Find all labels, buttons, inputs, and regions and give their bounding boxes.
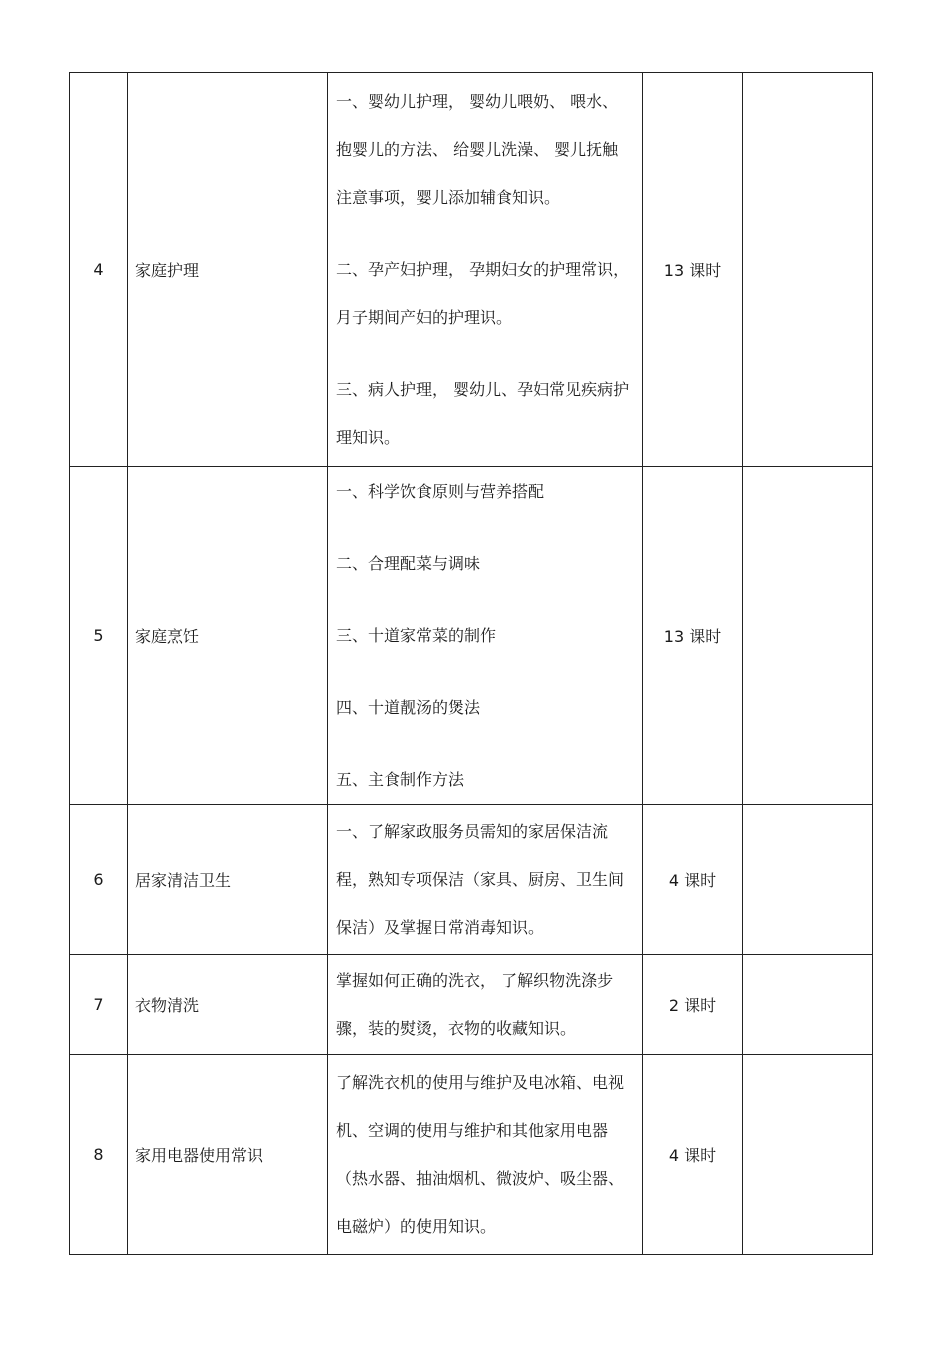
content-paragraph: 了解洗衣机的使用与维护及电冰箱、电视机、空调的使用与维护和其他家用电器（热水器、抽油烟机、微波炉、吸尘器、电磁炉）的使用知识。 [336, 1072, 625, 1236]
content-item: 五、主食制作方法 [336, 769, 465, 789]
content-paragraph: 掌握如何正确的洗衣， 了解织物洗涤步骤，装的熨烫，衣物的收藏知识。 [336, 970, 614, 1038]
module-name: 家庭护理 [128, 73, 328, 467]
remarks-cell [743, 467, 873, 805]
table-row [70, 955, 873, 1055]
module-name: 家用电器使用常识 [128, 1055, 328, 1255]
remarks-cell [743, 73, 873, 467]
class-hours: 4 课时 [643, 805, 743, 955]
module-name: 家庭烹饪 [128, 467, 328, 805]
class-hours: 4 课时 [643, 1055, 743, 1255]
content-item: 四、十道靓汤的煲法 [336, 697, 481, 717]
remarks-cell [743, 1055, 873, 1255]
module-content [328, 955, 643, 1055]
table-row [70, 467, 873, 805]
module-content [328, 73, 643, 467]
table-row [70, 805, 873, 955]
remarks-cell [743, 805, 873, 955]
class-hours: 13 课时 [643, 73, 743, 467]
module-name: 居家清洁卫生 [128, 805, 328, 955]
row-number: 6 [70, 805, 128, 955]
row-number: 7 [70, 955, 128, 1055]
content-item: 一、科学饮食原则与营养搭配 [336, 481, 545, 501]
remarks-cell [743, 955, 873, 1055]
module-content [328, 1055, 643, 1255]
row-number: 5 [70, 467, 128, 805]
content-paragraph: 三、病人护理， 婴幼儿、孕妇常见疾病护理知识。 [336, 379, 630, 447]
content-item: 三、十道家常菜的制作 [336, 625, 497, 645]
curriculum-table [69, 72, 873, 1255]
module-name: 衣物清洗 [128, 955, 328, 1055]
class-hours: 13 课时 [643, 467, 743, 805]
content-paragraph: 二、孕产妇护理， 孕期妇女的护理常识，月子期间产妇的护理识。 [336, 259, 630, 327]
module-content [328, 805, 643, 955]
content-paragraph: 一、婴幼儿护理， 婴幼儿喂奶、 喂水、抱婴儿的方法、 给婴儿洗澡、 婴儿抚触注意事项，婴儿添加辅食知识。 [336, 91, 619, 207]
content-paragraph: 一、了解家政服务员需知的家居保洁流程，熟知专项保洁（家具、厨房、卫生间保洁）及掌握日常消毒知识。 [336, 821, 625, 937]
module-content [328, 467, 643, 805]
class-hours: 2 课时 [643, 955, 743, 1055]
row-number: 8 [70, 1055, 128, 1255]
row-number: 4 [70, 73, 128, 467]
content-item: 二、合理配菜与调味 [336, 553, 481, 573]
table-row [70, 1055, 873, 1255]
table-row [70, 73, 873, 467]
